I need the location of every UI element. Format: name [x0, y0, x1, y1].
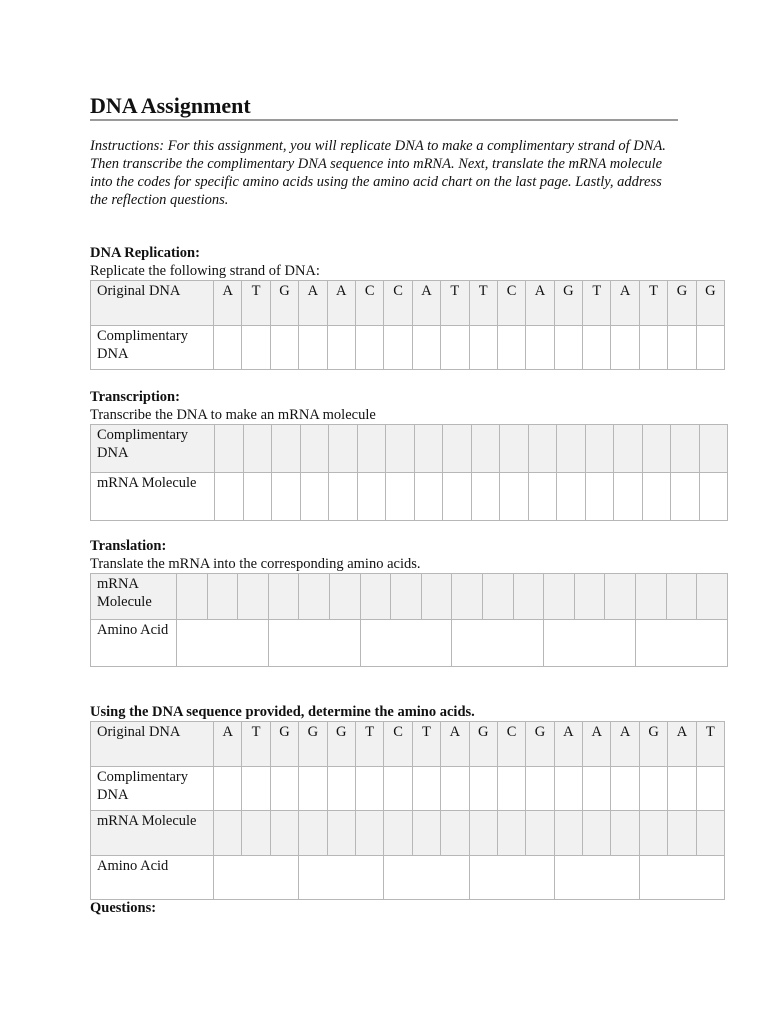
blank-cell — [497, 811, 525, 856]
title-underline — [90, 119, 678, 121]
blank-cell — [526, 326, 554, 370]
blank-cell — [357, 473, 386, 521]
blank-cell — [671, 473, 700, 521]
base-cell: A — [214, 722, 242, 767]
complimentary-dna-row — [91, 767, 725, 811]
translation-heading: Translation: — [90, 538, 167, 554]
blank-cell — [327, 811, 355, 856]
blank-cell — [497, 326, 525, 370]
row-label: mRNA Molecule — [91, 574, 177, 620]
blank-cell — [384, 856, 469, 900]
blank-cell — [272, 425, 301, 473]
blank-cell — [391, 574, 422, 620]
blank-cell — [242, 326, 270, 370]
blank-cell — [696, 811, 724, 856]
blank-cell — [238, 574, 269, 620]
blank-cell — [214, 326, 242, 370]
blank-cell — [696, 767, 724, 811]
blank-cell — [414, 425, 443, 473]
base-cell: G — [526, 722, 554, 767]
blank-cell — [452, 574, 483, 620]
blank-cell — [441, 326, 469, 370]
blank-cell — [412, 811, 440, 856]
base-cell: A — [526, 281, 554, 326]
blank-cell — [482, 574, 513, 620]
blank-cell — [441, 767, 469, 811]
base-cell: C — [384, 722, 412, 767]
blank-cell — [513, 574, 544, 620]
blank-cell — [614, 473, 643, 521]
base-cell: T — [355, 722, 383, 767]
blank-cell — [611, 326, 639, 370]
base-cell: A — [554, 722, 582, 767]
blank-cell — [554, 811, 582, 856]
base-cell: T — [639, 281, 667, 326]
blank-cell — [585, 473, 614, 521]
blank-cell — [469, 856, 554, 900]
row-label: mRNA Molecule — [91, 473, 215, 521]
blank-cell — [386, 473, 415, 521]
base-cell: G — [696, 281, 724, 326]
blank-cell — [243, 473, 272, 521]
row-label: Original DNA — [91, 722, 214, 767]
original-dna-row — [91, 722, 725, 767]
replication-table — [90, 280, 725, 370]
blank-cell — [469, 811, 497, 856]
blank-cell — [583, 767, 611, 811]
base-cell: A — [611, 722, 639, 767]
base-cell: T — [696, 722, 724, 767]
base-cell: A — [327, 281, 355, 326]
base-cell: G — [639, 722, 667, 767]
base-cell: A — [583, 722, 611, 767]
blank-cell — [299, 326, 327, 370]
row-label: Complimentary DNA — [91, 767, 214, 811]
blank-cell — [583, 811, 611, 856]
blank-cell — [639, 767, 667, 811]
blank-cell — [215, 473, 244, 521]
transcription-instruction: Transcribe the DNA to make an mRNA molecule — [90, 407, 376, 423]
base-cell: G — [469, 722, 497, 767]
blank-cell — [668, 811, 696, 856]
blank-cell — [414, 473, 443, 521]
transcription-table — [90, 424, 728, 521]
blank-cell — [329, 473, 358, 521]
blank-cell — [242, 811, 270, 856]
blank-cell — [639, 856, 724, 900]
blank-cell — [611, 811, 639, 856]
blank-cell — [327, 767, 355, 811]
blank-cell — [272, 473, 301, 521]
row-label: Original DNA — [91, 281, 214, 326]
blank-cell — [355, 811, 383, 856]
instructions-text: Instructions: For this assignment, you will replicate DNA to make a complimentary strand of DNA. Then transcribe the complimentary DNA sequence into mRNA. Next, translate the mRNA molecule into the codes for specific amino acids using the amino acid chart on the last page. Lastly, address the reflection questions. — [90, 138, 666, 208]
base-cell: G — [554, 281, 582, 326]
row-label: mRNA Molecule — [91, 811, 214, 856]
blank-cell — [699, 473, 728, 521]
blank-cell — [421, 574, 452, 620]
blank-cell — [611, 767, 639, 811]
blank-cell — [635, 574, 666, 620]
blank-cell — [452, 620, 544, 667]
amino-acid-row — [91, 856, 725, 900]
blank-cell — [668, 326, 696, 370]
blank-cell — [329, 425, 358, 473]
blank-cell — [215, 425, 244, 473]
blank-cell — [357, 425, 386, 473]
blank-cell — [268, 574, 299, 620]
base-cell: C — [497, 281, 525, 326]
base-cell: C — [355, 281, 383, 326]
blank-cell — [329, 574, 360, 620]
base-cell: C — [384, 281, 412, 326]
blank-cell — [443, 473, 472, 521]
blank-cell — [696, 326, 724, 370]
blank-cell — [544, 574, 575, 620]
blank-cell — [544, 620, 636, 667]
translation-instruction: Translate the mRNA into the corresponding amino acids. — [90, 556, 421, 572]
blank-cell — [666, 574, 697, 620]
amino-acid-row — [91, 620, 728, 667]
base-cell: A — [668, 722, 696, 767]
blank-cell — [412, 326, 440, 370]
blank-cell — [300, 425, 329, 473]
mrna-molecule-row — [91, 574, 728, 620]
blank-cell — [574, 574, 605, 620]
base-cell: T — [441, 281, 469, 326]
base-cell: G — [327, 722, 355, 767]
blank-cell — [386, 425, 415, 473]
blank-cell — [214, 811, 242, 856]
blank-cell — [528, 473, 557, 521]
blank-cell — [635, 620, 727, 667]
blank-cell — [639, 326, 667, 370]
blank-cell — [360, 620, 452, 667]
blank-cell — [177, 620, 269, 667]
base-cell: T — [242, 722, 270, 767]
base-cell: C — [497, 722, 525, 767]
base-cell: G — [299, 722, 327, 767]
blank-cell — [668, 767, 696, 811]
base-cell: T — [469, 281, 497, 326]
base-cell: G — [270, 281, 298, 326]
blank-cell — [214, 856, 299, 900]
blank-cell — [671, 425, 700, 473]
replication-instruction: Replicate the following strand of DNA: — [90, 263, 320, 279]
blank-cell — [639, 811, 667, 856]
blank-cell — [299, 767, 327, 811]
blank-cell — [557, 425, 586, 473]
translation-table — [90, 573, 728, 667]
blank-cell — [299, 811, 327, 856]
base-cell: T — [583, 281, 611, 326]
blank-cell — [355, 326, 383, 370]
blank-cell — [299, 856, 384, 900]
base-cell: A — [441, 722, 469, 767]
blank-cell — [605, 574, 636, 620]
blank-cell — [642, 473, 671, 521]
blank-cell — [583, 326, 611, 370]
blank-cell — [384, 811, 412, 856]
blank-cell — [360, 574, 391, 620]
blank-cell — [299, 574, 330, 620]
blank-cell — [500, 425, 529, 473]
blank-cell — [554, 856, 639, 900]
original-dna-row — [91, 281, 725, 326]
base-cell: A — [299, 281, 327, 326]
base-cell: G — [668, 281, 696, 326]
blank-cell — [268, 620, 360, 667]
blank-cell — [207, 574, 238, 620]
blank-cell — [697, 574, 728, 620]
blank-cell — [528, 425, 557, 473]
blank-cell — [412, 767, 440, 811]
row-label: Complimentary DNA — [91, 425, 215, 473]
blank-cell — [526, 767, 554, 811]
complimentary-dna-row — [91, 425, 728, 473]
base-cell: T — [242, 281, 270, 326]
blank-cell — [327, 326, 355, 370]
blank-cell — [642, 425, 671, 473]
blank-cell — [243, 425, 272, 473]
row-label: Amino Acid — [91, 620, 177, 667]
mrna-molecule-row — [91, 473, 728, 521]
blank-cell — [270, 811, 298, 856]
blank-cell — [469, 326, 497, 370]
blank-cell — [614, 425, 643, 473]
blank-cell — [300, 473, 329, 521]
blank-cell — [469, 767, 497, 811]
blank-cell — [500, 473, 529, 521]
blank-cell — [441, 811, 469, 856]
blank-cell — [526, 811, 554, 856]
row-label: Complimentary DNA — [91, 326, 214, 370]
transcription-heading: Transcription: — [90, 389, 180, 405]
mrna-molecule-row — [91, 811, 725, 856]
blank-cell — [270, 767, 298, 811]
questions-heading: Questions: — [90, 900, 157, 916]
blank-cell — [699, 425, 728, 473]
base-cell: A — [611, 281, 639, 326]
blank-cell — [557, 473, 586, 521]
complimentary-dna-row — [91, 326, 725, 370]
blank-cell — [471, 425, 500, 473]
blank-cell — [177, 574, 208, 620]
replication-heading: DNA Replication: — [90, 245, 200, 261]
blank-cell — [270, 326, 298, 370]
page-title: DNA Assignment — [90, 93, 251, 118]
blank-cell — [384, 767, 412, 811]
blank-cell — [554, 326, 582, 370]
base-cell: T — [412, 722, 440, 767]
blank-cell — [554, 767, 582, 811]
blank-cell — [585, 425, 614, 473]
base-cell: A — [412, 281, 440, 326]
blank-cell — [471, 473, 500, 521]
blank-cell — [384, 326, 412, 370]
blank-cell — [242, 767, 270, 811]
blank-cell — [355, 767, 383, 811]
base-cell: G — [270, 722, 298, 767]
practice-table — [90, 721, 725, 900]
row-label: Amino Acid — [91, 856, 214, 900]
blank-cell — [443, 425, 472, 473]
base-cell: A — [214, 281, 242, 326]
blank-cell — [497, 767, 525, 811]
practice-heading: Using the DNA sequence provided, determine the amino acids. — [90, 704, 475, 720]
blank-cell — [214, 767, 242, 811]
